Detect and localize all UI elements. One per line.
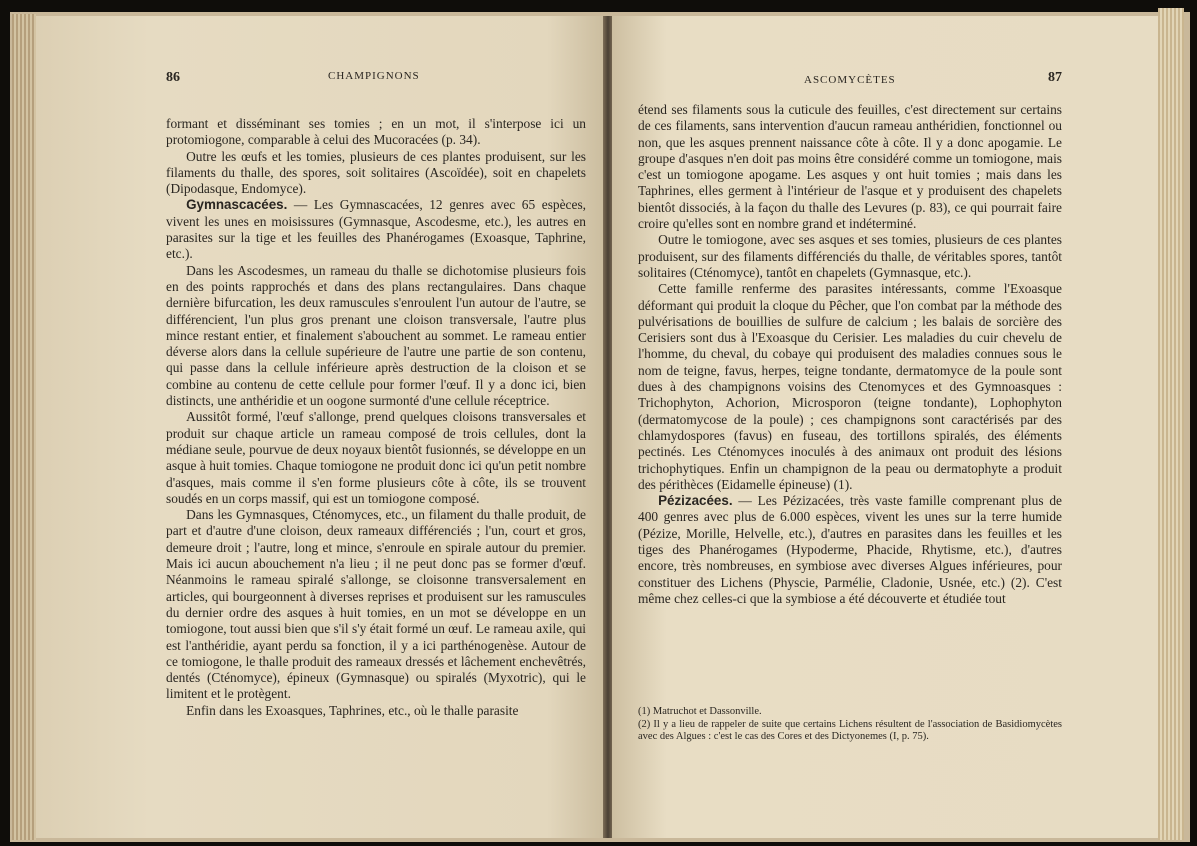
right-text-block: [638, 102, 1062, 607]
paragraph: [638, 493, 1062, 607]
running-head-left: CHAMPIGNONS: [328, 70, 420, 82]
page-number-left: 86: [166, 70, 180, 85]
left-page: [36, 16, 604, 838]
section-heading-gymnascacees: Gymnascacées.: [186, 197, 288, 213]
footnote: (1) Matruchot et Dassonville.: [638, 706, 762, 717]
section-heading-pezizacees: Pézizacées.: [658, 493, 733, 509]
running-head-right: ASCOMYCÈTES: [804, 74, 896, 86]
paragraph: Dans les Ascodesmes, un rameau du thalle se dichotomise plusieurs fois en des points rapprochés et dans des plans rectangulaires. Dans chaque dernière bifurcation, les deux ramuscules s'enroulent l'un autour de l'autre, se différencient, l'un plus gros prenant une cloison transversale, l'autre plus mince restant entier, et finalement s'abouchent au sommet. Le rameau entier déverse alors dans la cellule supérieure de l'autre une partie de son contenu, qui passe dans la cellule inférieure après destruction de la cloison et se combine au contenu de cette cellule pour former l'œuf. Il y a donc ici, bien distincts, une anthéridie et un oogone surmonté d'une cellule réceptrice.: [166, 262, 586, 409]
left-text-block: [166, 116, 586, 719]
paragraph: formant et disséminant ses tomies ; en un mot, il s'interpose ici un protomiogone, comparable à celui des Mucoracées (p. 34).: [166, 116, 586, 148]
paragraph: Cette famille renferme des parasites intéressants, comme l'Exoasque déformant qui produit la cloque du Pêcher, que l'on combat par la méthode des pulvérisations de bouillies de sulfure de calcium ; les balais de sorcière des Cerisiers sont dus à l'Exoasque du Cerisier. Les maladies du cuir chevelu de l'homme, du cheval, du cobaye qui produisent des maladies connues sous le nom de teigne, favus, herpes, teigne tondante, dermatomyce de la poule sont dues à des champignons voisins des Ctenomyces et des Gymnoasques : Trichophyton, Achorion, Microsporon (teigne tondante), Lophophyton (dermatomycose de la poule) ; ces champignons sont caractérisés par des chlamydospores (favus) en fuseau, des tortillons spiralés, des éléments pectinés. Les Cténomyces inoculés à des animaux ont produit des lésions trichophytiques. Enfin un champignon de la peau ou dermatophyte a produit des périthèces (Eidamelle épineuse) (1).: [638, 281, 1062, 492]
paragraph: [166, 197, 586, 262]
footnote: (2) Il y a lieu de rappeler de suite que certains Lichens résultent de l'association de Basidiomycètes avec des Algues : c'est le cas des Cores et des Dictyonemes (I, p. 75).: [638, 718, 1062, 743]
footnotes: [638, 706, 1062, 744]
right-page: [612, 16, 1158, 838]
paragraph: Dans les Gymnasques, Cténomyces, etc., un filament du thalle produit, de part et d'autre d'une cloison, deux rameaux différenciés ; l'un, court et gros, demeure droit ; l'autre, long et mince, s'enroule en spirale autour du premier. Mais ici aucun abouchement n'a lieu ; il ne peut donc pas se former d'œuf. Néanmoins le rameau spiralé s'allonge, se cloisonne transversalement en articles, qui bourgeonnent à diverses reprises et produisent sur les ramuscules du dernier ordre des asques à huit tomies, en un mot se développe en un tomiogone, tout aussi bien que s'il s'y était formé un œuf. Le rameau axile, qui est l'anthéridie, ayant perdu sa fonction, il y a ici parthénogenèse. Autour de ce tomiogone, le thalle produit des rameaux dressés et lâchement enchevêtrés, dentés (Cténomyce), épineux (Gymnasque) ou spiralés (Myxotric), qui le limitent et le protègent.: [166, 507, 586, 702]
paragraph: Aussitôt formé, l'œuf s'allonge, prend quelques cloisons transversales et produit sur chaque article un rameau composé de trois cellules, dont la médiane seule, pourvue de deux noyaux bientôt fusionnés, se développe en un asque à huit tomies. Chaque tomiogone ne produit donc ici qu'un petit nombre d'asques, mais comme il s'en forme plusieurs côte à côte, ils se trouvent soudés en un corps massif, qui est un tomiogone composé.: [166, 409, 586, 506]
page-edges-right: [1158, 8, 1184, 840]
paragraph: Enfin dans les Exoasques, Taphrines, etc., où le thalle parasite: [186, 702, 519, 718]
page-number-right: 87: [1048, 70, 1062, 85]
page-edges-left: [12, 14, 36, 840]
paragraph-text: — Les Pézizacées, très vaste famille comprenant plus de 400 genres avec plus de 6.000 espèces, vivent les unes sur la terre humide (Pézize, Morille, Helvelle, etc.), d'autres en parasites dans les feuilles et les tiges des Phanérogames (Hypoderme, Phacide, Rhytisme, etc.), d'autres encore, très nombreuses, en symbiose avec diverses Algues inférieures, pour constituer des Lichens (Physcie, Parmélie, Cladonie, Usnée, etc.) (2). C'est même chez celles-ci que la symbiose a été découverte et étudiée tout: [638, 493, 1062, 606]
paragraph: Outre les œufs et les tomies, plusieurs de ces plantes produisent, sur les filaments du thalle, des spores, soit solitaires (Ascoïdée), soit en chapelets (Dipodasque, Endomyce).: [166, 148, 586, 197]
paragraph: Outre le tomiogone, avec ses asques et ses tomies, plusieurs de ces plantes produisent, sur des filaments différenciés du thalle, de véritables spores, tantôt solitaires (Cténomyce), tantôt en chapelets (Gymnasque, etc.).: [638, 232, 1062, 280]
paragraph: étend ses filaments sous la cuticule des feuilles, c'est directement sur certains de ces filaments, sans intervention d'aucun rameau anthéridien, fonctionnel ou non, que les asques prennent naissance côte à côte. Il y a donc apogamie. Le groupe d'asques n'en doit pas moins être considéré comme un tomiogone, mais c'est un tomiogone apogame. Les asques y ont huit tomies ; mais dans les Taphrines, elles germent à l'intérieur de l'asque et y produisent des chapelets bientôt dissociés, à la façon du thalle des Levures (p. 83), ce qui pourrait faire croire qu'elles sont en nombre grand et indéterminé.: [638, 102, 1062, 232]
paragraph-text: — Les Gymnascacées, 12 genres avec 65 espèces, vivent les unes en moisissures (Gymnasque, Ascodesme, etc.), les autres en parasites sur la tige et les feuilles des Phanérogames (Exoasque, Taphrine, etc.).: [166, 197, 586, 262]
